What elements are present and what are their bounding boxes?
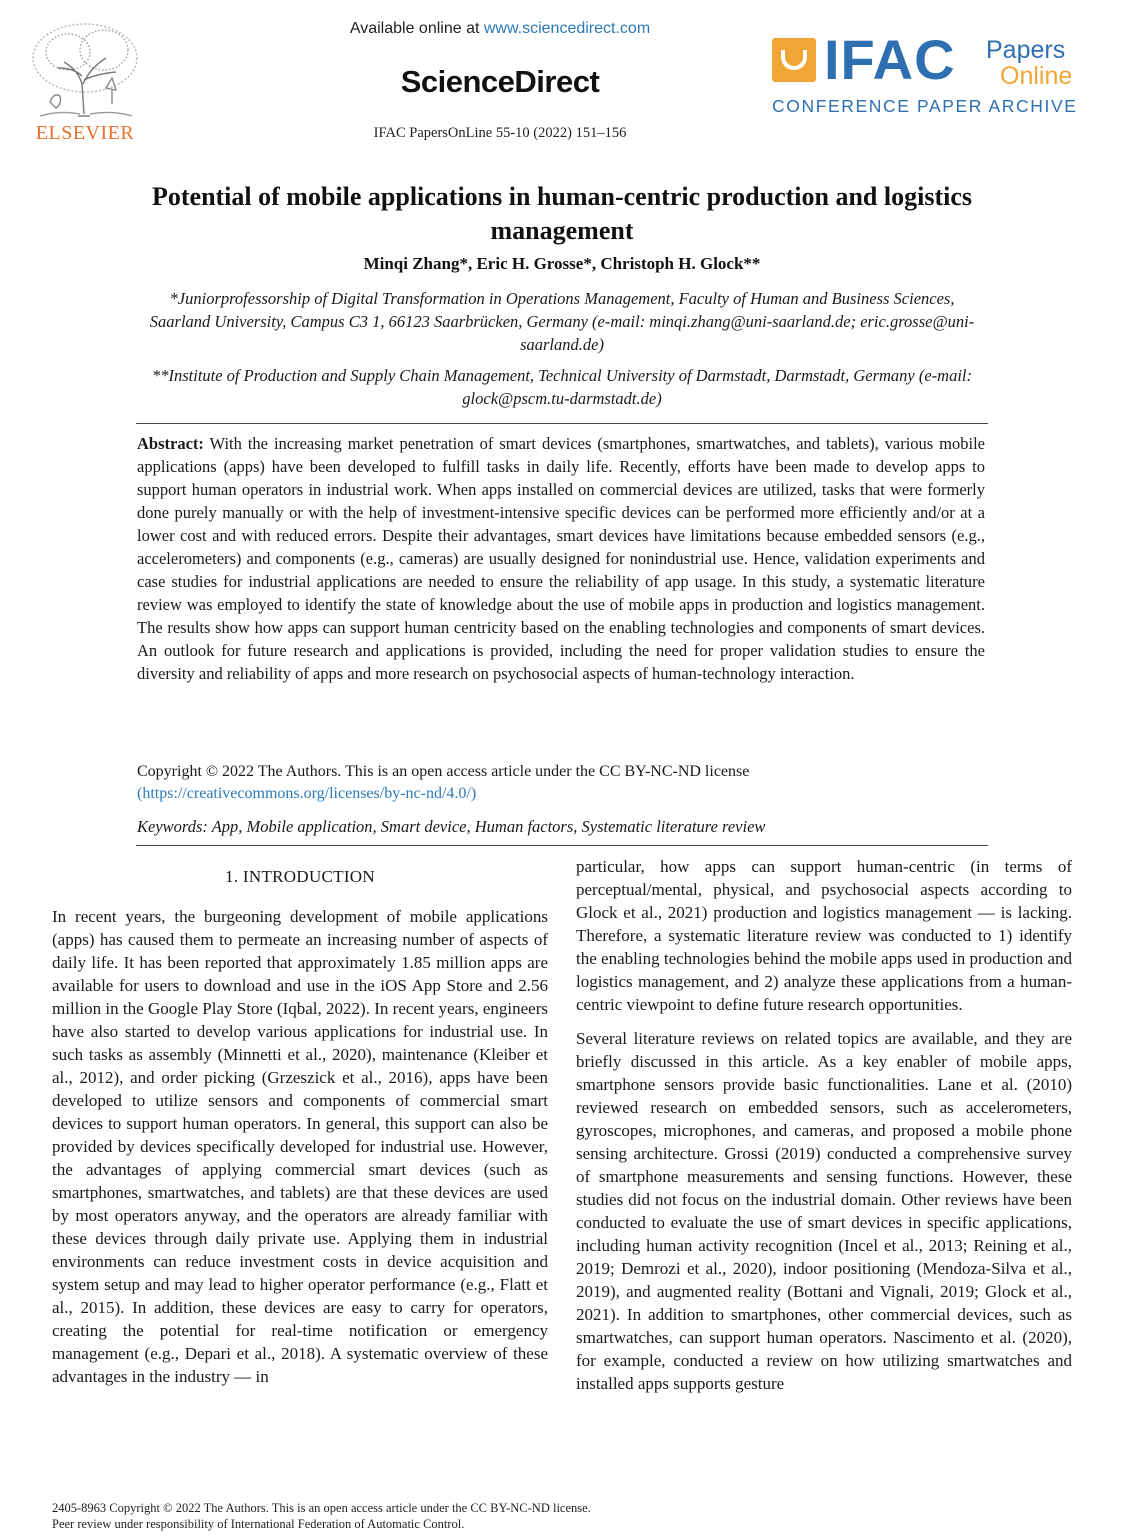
abstract-top-rule (136, 423, 988, 424)
license-link[interactable]: (https://creativecommons.org/licenses/by-nc-nd/4.0/) (137, 785, 477, 802)
abstract (137, 432, 985, 685)
footer-issn-line: 2405-8963 Copyright © 2022 The Authors. This is an open access article under the CC BY-NC-ND license. (52, 1501, 591, 1515)
affiliation-2-line-1: **Institute of Production and Supply Chain Management, Technical University of Darmstadt, Darmstadt, Germany (e-mail: (151, 366, 973, 385)
availability-prefix: Available online at (349, 20, 484, 37)
affiliation-2 (40, 364, 1084, 410)
ifac-online-word: Online (1000, 62, 1073, 90)
intro-paragraph-1: In recent years, the burgeoning development of mobile applications (apps) has caused them to permeate an increasing number of aspects of daily life. It has been reported that approximately 1.85 million apps are available for users to download and use in the iOS App Store and 2.56 million in the Google Play Store (Iqbal, 2022). In recent years, engineers have also started to develop various applications for industrial use. In such tasks as assembly (Minnetti et al., 2020), maintenance (Kleiber et al., 2012), and order picking (Grzeszick et al., 2016), apps have been developed to utilize sensors and components of commercial smart devices to support human operators. In general, this support can also be provided by devices specifically developed for industrial use. However, the advantages of applying commercial smart devices (such as smartphones, smartwatches, and tablets) are that these devices are used by most operators anyway, and the operators are already familiar with these devices through daily private use. Applying them in industrial environments can reduce investment costs in device acquisition and system setup and may lead to higher operator performance (e.g., Flatt et al., 2015). In addition, these devices are easy to carry for operators, creating the potential for real-time notification or emergency management (e.g., Depari et al., 2018). A systematic overview of these advantages in the industry — in (52, 907, 548, 1386)
right-column (576, 855, 1072, 1395)
affiliation-1-line-1: *Juniorprofessorship of Digital Transformation in Operations Management, Faculty of Human and Business Sciences, (169, 289, 955, 308)
ifac-archive-tagline: CONFERENCE PAPER ARCHIVE (772, 96, 1078, 116)
ifac-papersonline-logo (772, 28, 1102, 128)
keywords: Keywords: App, Mobile application, Smart device, Human factors, Systematic literature review (137, 817, 766, 836)
affiliation-1-line-3: saarland.de) (520, 335, 604, 354)
copyright-line: Copyright © 2022 The Authors. This is an open access article under the CC BY-NC-ND license (137, 763, 750, 780)
copyright-notice (137, 761, 985, 805)
affiliation-1 (40, 287, 1084, 356)
section-heading-introduction: 1. INTRODUCTION (225, 867, 375, 886)
intro-paragraph-continued: particular, how apps can support human-centric (in terms of perceptual/mental, physical, and psychosocial aspects according to Glock et al., 2021) production and logistics management — is lacking. Therefore, a systematic literature review was conducted to 1) identify the enabling technologies behind the mobile apps used in production and logistics management, and 2) analyze these applications from a human-centric viewpoint to define future research opportunities. (576, 857, 1072, 1014)
ifac-wordmark: IFAC (824, 28, 956, 91)
paper-title (60, 180, 1064, 248)
page-footer (52, 1500, 1052, 1532)
sciencedirect-link[interactable]: www.sciencedirect.com (483, 20, 651, 37)
ifac-emblem-icon (772, 38, 816, 82)
abstract-bottom-rule (136, 845, 988, 846)
abstract-text: With the increasing market penetration of smart devices (smartphones, smartwatches, and tablets), various mobile applications (apps) have been developed to fulfill tasks in daily life. Recently, efforts have been made to develop apps to support human operators in industrial work. When apps installed on commercial devices are utilized, tasks that were formerly done purely manually or with the help of investment-intensive specific devices can be performed more efficiently and/or at a lower cost and with reduced errors. Despite their advantages, smart devices have limitations because embedded sensors (e.g., accelerometers) and components (e.g., cameras) are usually designed for nonindustrial use. Hence, validation experiments and case studies for industrial applications are needed to ensure the reliability of app usage. In this study, a systematic literature review was employed to identify the state of knowledge about the use of mobile apps in production and logistics management. The results show how apps can support human centricity based on the enabling technologies and components of smart devices. An outlook for future research and applications is provided, including the need for proper validation studies to ensure the diversity and reliability of apps and more research on psychosocial aspects of human-technology interaction. (137, 434, 985, 683)
availability-line (300, 20, 700, 38)
intro-paragraph-2: Several literature reviews on related topics are available, and they are briefly discussed in this article. As a key enabler of mobile apps, smartphone sensors provide basic functionalities. Lane et al. (2010) reviewed research on embedded sensors, such as accelerometers, gyroscopes, microphones, and cameras, and proposed a mobile phone sensing architecture. Grossi (2019) conducted a comprehensive survey of smartphone measurements and sensing functions. However, these studies did not focus on the industrial domain. Other reviews have been conducted to evaluate the use of smart devices in specific applications, including human activity recognition (Incel et al., 2013; Reining et al., 2019; Demrozi et al., 2020), indoor positioning (Mendoza-Silva et al., 2019), and augmented reality (Bottani and Vignali, 2019; Glock et al., 2021). In addition to smartphones, other commercial devices, such as smartwatches, can support human operators. Nascimento et al. (2020), for example, conducted a review on how utilizing smartwatches and installed apps supports gesture (576, 1029, 1072, 1393)
elsevier-logo (20, 18, 150, 148)
affiliation-2-line-2: glock@pscm.tu-darmstadt.de) (462, 389, 662, 408)
title-line-1: Potential of mobile applications in human-centric production and logistics (151, 182, 972, 211)
ifac-papers-word: Papers (986, 36, 1066, 64)
title-line-2: management (490, 216, 634, 245)
footer-peer-review-line: Peer review under responsibility of International Federation of Automatic Control. (52, 1517, 465, 1531)
author-list: Minqi Zhang*, Eric H. Grosse*, Christoph H. Glock** (363, 254, 761, 273)
elsevier-wordmark: ELSEVIER (35, 122, 135, 144)
tree-icon (20, 18, 150, 122)
abstract-label: Abstract: (137, 434, 204, 453)
affiliation-1-line-2: Saarland University, Campus C3 1, 66123 Saarbrücken, Germany (e-mail: minqi.zhang@uni-saarland.de; eric.grosse@uni- (149, 312, 975, 331)
left-column (52, 905, 548, 1388)
sciencedirect-wordmark: ScienceDirect (400, 64, 600, 99)
journal-citation: IFAC PapersOnLine 55-10 (2022) 151–156 (373, 125, 627, 141)
